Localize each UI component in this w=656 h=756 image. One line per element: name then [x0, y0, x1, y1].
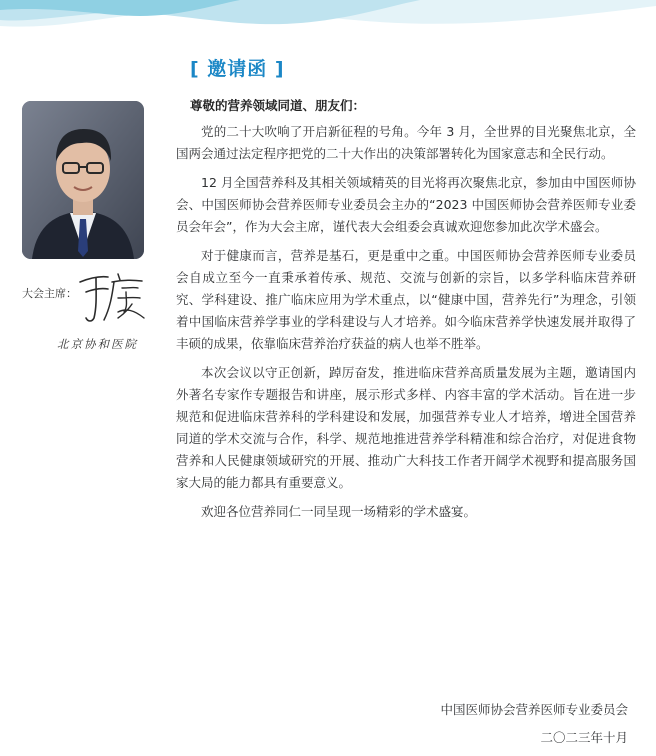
letter-paragraph: 12 月全国营养科及其相关领域精英的目光将再次聚焦北京，参加由中国医师协会、中国医师协会营养医师专业委员会主办的“2023 中国医师协会营养医师专业委员会年会”，作为大会主席，谨代表大会组委会真诚欢迎您参加此次学术盛会。 — [176, 175, 636, 234]
chair-label: 大会主席： — [22, 287, 77, 300]
hospital-name-script: 北京协和医院 — [57, 337, 138, 351]
header-wave-decoration — [0, 0, 656, 40]
letter-body — [176, 121, 636, 530]
chairman-signature — [72, 268, 154, 330]
sign-off-organization: 中国医师协会营养医师专业委员会 — [440, 702, 628, 717]
letter-paragraph: 本次会议以守正创新，踔厉奋发，推进临床营养高质量发展为主题，邀请国内外著名专家作专题报告和讲座，展示形式多样、内容丰富的学术活动。旨在进一步规范和促进临床营养科的学科建设和发展，加强营养专业人才培养，增进全国营养同道的学术交流与合作，科学、规范地推进营养学科精准和综合治疗，对促进食物营养和人民健康领域研究的开展、推动广大科技工作者开阔学术视野和提高服务国家大局的能力都具有重要意义。 — [176, 365, 636, 490]
sign-off-date: 二〇二三年十月 — [540, 730, 628, 745]
salutation: 尊敬的营养领域同道、朋友们： — [190, 98, 366, 113]
letter-paragraph: 欢迎各位营养同仁一同呈现一场精彩的学术盛宴。 — [201, 504, 477, 519]
letter-paragraph: 对于健康而言，营养是基石，更是重中之重。中国医师协会营养医师专业委员会自成立至今一直秉承着传承、规范、交流与创新的宗旨，以多学科临床营养研究、学科建设、推广临床应用为学术重点，以“健康中国，营养先行”为理念，引领着中国临床营养学事业的学科建设与人才培养。如今临床营养学快速发展并取得了丰硕的成果，依靠临床营养治疗获益的病人也举不胜举。 — [176, 248, 636, 351]
letter-paragraph: 党的二十大吹响了开启新征程的号角。今年 3 月，全世界的目光聚焦北京，全国两会通过法定程序把党的二十大作出的决策部署转化为国家意志和全民行动。 — [176, 124, 636, 161]
invitation-title: [ 邀请函 ] — [190, 58, 285, 80]
portrait-illustration — [22, 101, 144, 259]
chairman-portrait-photo — [22, 101, 144, 259]
